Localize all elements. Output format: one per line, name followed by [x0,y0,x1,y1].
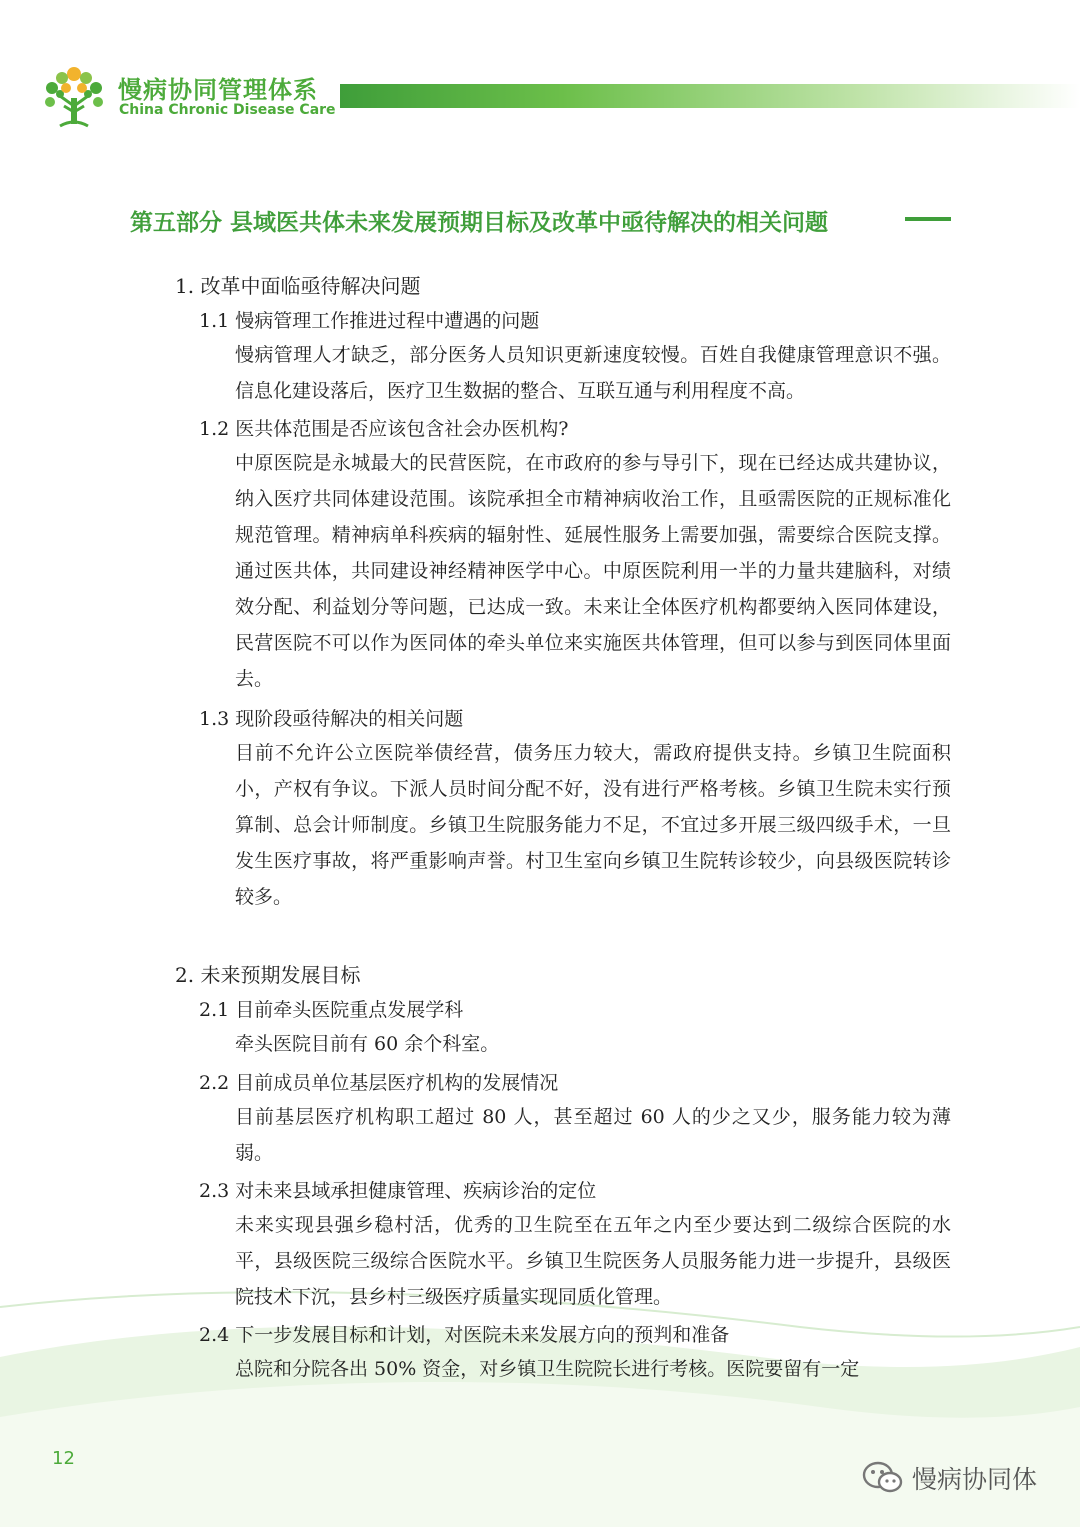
wechat-watermark [862,1460,1037,1496]
paragraph: 牵头医院目前有 60 余个科室。 [235,1033,500,1055]
brand-name-cn: 慢病协同管理体系 [118,76,318,104]
paragraph: 中原医院是永城最大的民营医院，在市政府的参与导引下，现在已经达成共建协议，纳入医疗共同体建设范围。该院承担全市精神病收治工作，且亟需医院的正规标准化规范管理。精神病单科疾病的辐射性、延展性服务上需要加强，需要综合医院支撑。通过医共体，共同建设神经精神医学中心。中原医院利用一半的力量共建脑科，对绩效分配、利益划分等问题，已达成一致。未来让全体医疗机构都要纳入医同体建设，民营医院不可以作为医同体的牵头单位来实施医共体管理，但可以参与到医同体里面去。 [235,452,951,690]
page-header [0,0,1080,150]
paragraph: 未来实现县强乡稳村活，优秀的卫生院至在五年之内至少要达到二级综合医院的水平，县级医院三级综合医院水平。乡镇卫生院医务人员服务能力进一步提升，县级医院技术下沉，县乡村三级医疗质量实现同质化管理。 [235,1214,951,1308]
section-heading: 1. 改革中面临亟待解决问题 [175,274,421,298]
title-underline [905,217,951,221]
subsection-heading: 2.1 目前牵头医院重点发展学科 [199,999,464,1021]
page-number: 12 [52,1448,75,1469]
wechat-account-name: 慢病协同体 [912,1465,1038,1494]
subsection-heading: 1.3 现阶段亟待解决的相关问题 [199,708,464,730]
subsection-heading: 2.2 目前成员单位基层医疗机构的发展情况 [199,1072,559,1094]
subsection-heading: 2.4 下一步发展目标和计划，对医院未来发展方向的预判和准备 [199,1324,730,1346]
paragraph: 总院和分院各出 50% 资金，对乡镇卫生院院长进行考核。医院要留有一定 [235,1358,860,1380]
tree-people-logo-icon [40,62,108,130]
section-heading: 2. 未来预期发展目标 [175,963,361,987]
brand-name-en: China Chronic Disease Care [119,102,336,118]
subsection-heading: 2.3 对未来县域承担健康管理、疾病诊治的定位 [199,1180,597,1202]
paragraph: 慢病管理人才缺乏，部分医务人员知识更新速度较慢。百姓自我健康管理意识不强。信息化建设落后，医疗卫生数据的整合、互联互通与利用程度不高。 [235,344,951,402]
subsection-heading: 1.1 慢病管理工作推进过程中遭遇的问题 [199,310,540,332]
wechat-icon [862,1460,904,1496]
paragraph: 目前不允许公立医院举债经营，债务压力较大，需政府提供支持。乡镇卫生院面积小，产权有争议。下派人员时间分配不好，没有进行严格考核。乡镇卫生院未实行预算制、总会计师制度。乡镇卫生院服务能力不足，不宜过多开展三级四级手术，一旦发生医疗事故，将严重影响声誉。村卫生室向乡镇卫生院转诊较少，向县级医院转诊较多。 [235,742,951,908]
header-gradient-bar [340,84,1080,108]
paragraph: 目前基层医疗机构职工超过 80 人，甚至超过 60 人的少之又少，服务能力较为薄弱。 [235,1106,951,1164]
section-title: 第五部分 县域医共体未来发展预期目标及改革中亟待解决的相关问题 [130,210,829,236]
subsection-heading: 1.2 医共体范围是否应该包含社会办医机构? [199,418,569,440]
